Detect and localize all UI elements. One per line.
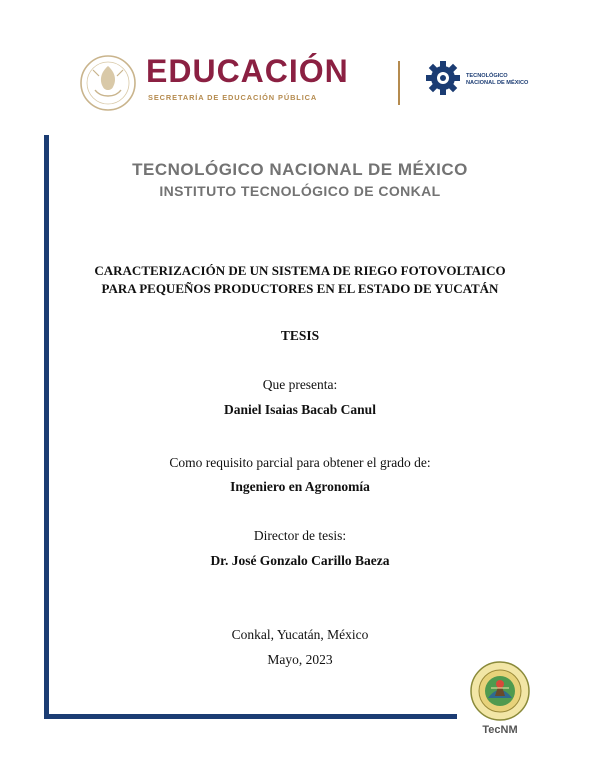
page-header [0,0,600,120]
institution-name: TECNOLÓGICO NACIONAL DE MÉXICO [132,160,468,179]
tecnm-wordmark [466,73,536,87]
tecnm-line-1: TECNOLÓGICO [466,73,508,79]
header-divider [398,61,400,105]
director-name: Dr. José Gonzalo Carillo Baeza [210,553,390,568]
frame-left-bar [44,135,49,719]
date: Mayo, 2023 [267,652,333,667]
sep-subtitle: SECRETARÍA DE EDUCACIÓN PÚBLICA [148,93,318,102]
tecnm-gear-icon [425,60,461,96]
thesis-title-line-2: PARA PEQUEÑOS PRODUCTORES EN EL ESTADO DE YUCATÁN [101,281,499,296]
tecnm-footer-label: TecNM [482,724,518,736]
institute-emblem-icon [469,660,531,722]
tecnm-line-2: NACIONAL DE MÉXICO [466,80,529,86]
author-name: Daniel Isaias Bacab Canul [224,402,376,417]
frame-bottom-bar [44,714,457,719]
degree-name: Ingeniero en Agronomía [230,479,370,494]
campus-name: INSTITUTO TECNOLÓGICO DE CONKAL [159,183,441,199]
document-type: TESIS [280,328,320,343]
director-label: Director de tesis: [253,528,347,543]
presented-by-label: Que presenta: [262,377,338,392]
education-wordmark: EDUCACIÓN [146,53,349,89]
national-seal-icon [79,54,137,112]
place: Conkal, Yucatán, México [231,627,369,642]
thesis-title-line-1: CARACTERIZACIÓN DE UN SISTEMA DE RIEGO FOTOVOLTAICO [94,263,506,278]
requirement-label: Como requisito parcial para obtener el grado de: [169,455,431,470]
thesis-title [60,262,540,298]
